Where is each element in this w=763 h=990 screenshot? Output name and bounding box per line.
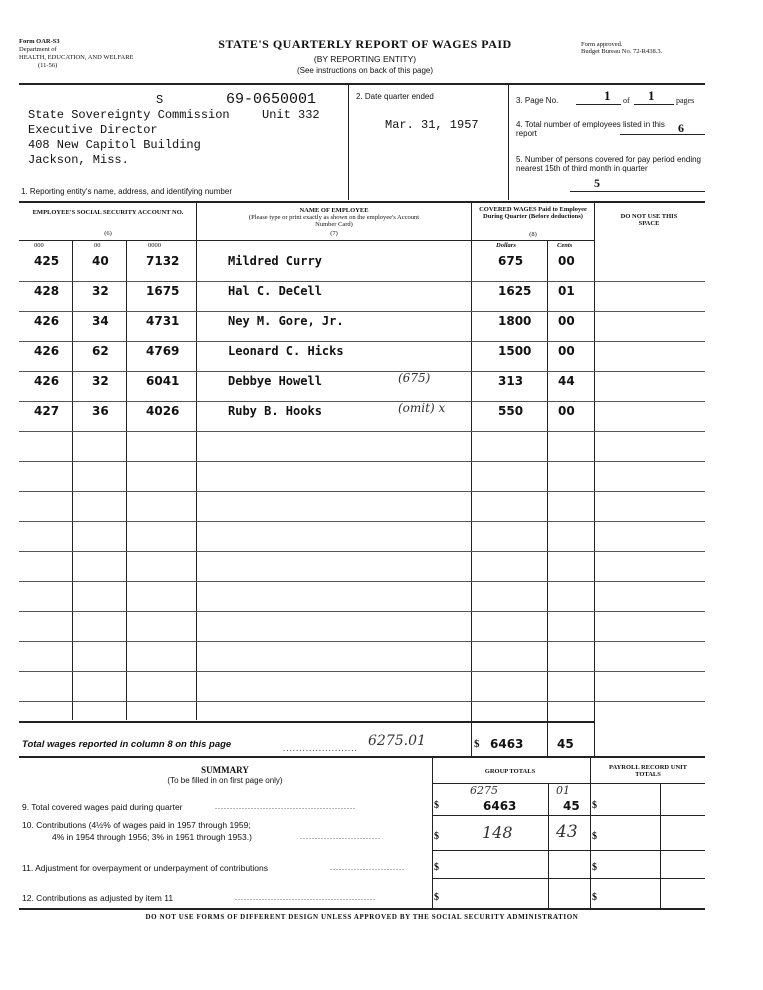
item-11-dollar-sign: $ bbox=[434, 862, 439, 873]
employee-name: Mildred Curry bbox=[228, 254, 322, 268]
employee-wages-dollars: 1625 bbox=[498, 284, 532, 298]
dollars-label: Dollars bbox=[496, 242, 516, 249]
table-row-line bbox=[19, 401, 705, 402]
employee-ssn-serial: 1675 bbox=[146, 284, 180, 298]
total-wages-label: Total wages reported in column 8 on this page bbox=[22, 739, 232, 750]
employee-ssn-group: 62 bbox=[92, 344, 109, 358]
item-9-rule bbox=[432, 815, 705, 816]
employees-underline bbox=[620, 134, 705, 135]
ssn-format-1: 000 bbox=[34, 242, 44, 249]
item-12-label: 12. Contributions as adjusted by item 11 bbox=[22, 893, 174, 903]
item-9-payroll-dollar-sign: $ bbox=[592, 800, 597, 811]
item-10-handwritten-dollars: 148 bbox=[482, 823, 513, 842]
summary-col-1 bbox=[432, 756, 433, 908]
footer-notice: DO NOT USE FORMS OF DIFFERENT DESIGN UNLESS APPROVED BY THE SOCIAL SECURITY ADMINISTRATION bbox=[145, 913, 579, 921]
form-subtitle: (BY REPORTING ENTITY) bbox=[313, 54, 417, 64]
employee-wages-cents: 00 bbox=[558, 404, 575, 418]
employee-wages-cents: 01 bbox=[558, 284, 575, 298]
col-dnu-divider bbox=[594, 201, 595, 756]
employees-count-label: 4. Total number of employees listed in this report bbox=[516, 120, 665, 138]
entity-id-number: 69-0650001 bbox=[226, 91, 317, 108]
entity-line-4: Jackson, Miss. bbox=[28, 153, 129, 167]
item-11-leader: ......................... bbox=[330, 863, 405, 872]
employee-ssn-area: 428 bbox=[34, 284, 60, 298]
department-name: HEALTH, EDUCATION, AND WELFARE bbox=[19, 54, 134, 61]
quarter-ended-value: Mar. 31, 1957 bbox=[385, 118, 479, 132]
summary-bottom-rule bbox=[19, 908, 705, 910]
employee-name: Ruby B. Hooks bbox=[228, 404, 322, 418]
item-12-leader: ............................................... bbox=[235, 893, 376, 902]
entity-prefix: S bbox=[156, 93, 164, 107]
employee-ssn-group: 36 bbox=[92, 404, 109, 418]
divider-entity bbox=[348, 83, 349, 200]
col-cents-divider bbox=[547, 240, 548, 756]
employee-ssn-serial: 4769 bbox=[146, 344, 180, 358]
employee-wages-cents: 44 bbox=[558, 374, 575, 388]
item-10-label-1: 10. Contributions (4½% of wages paid in 1957 through 1959; bbox=[22, 820, 251, 830]
page-no-value: 1 bbox=[604, 88, 611, 103]
item-9-dollars: 6463 bbox=[483, 799, 517, 813]
table-row-line bbox=[19, 581, 705, 582]
wages-header: COVERED WAGES Paid to Employee During Quarter (Before deductions) bbox=[479, 206, 587, 220]
employee-handwritten-note: (675) bbox=[398, 371, 431, 385]
employee-ssn-serial: 4731 bbox=[146, 314, 180, 328]
employee-ssn-area: 426 bbox=[34, 314, 60, 328]
persons-underline bbox=[570, 191, 705, 192]
employee-ssn-group: 32 bbox=[92, 374, 109, 388]
employee-wages-dollars: 313 bbox=[498, 374, 524, 388]
page-of-label: of bbox=[623, 96, 630, 105]
total-handwritten: 6275.01 bbox=[368, 733, 426, 749]
item-10-rule bbox=[432, 850, 705, 851]
item-9-handwritten-cents: 01 bbox=[556, 784, 570, 797]
name-header: NAME OF EMPLOYEE bbox=[299, 207, 369, 214]
employee-ssn-area: 425 bbox=[34, 254, 60, 268]
group-totals-header: GROUP TOTALS bbox=[484, 768, 536, 775]
item-10-label-2: 4% in 1954 through 1956; 3% in 1951 through 1953.) bbox=[52, 832, 252, 842]
approval-line: Form approved. bbox=[581, 41, 623, 48]
table-row-line bbox=[19, 311, 705, 312]
name-col-number: (7) bbox=[330, 230, 338, 237]
table-row-line bbox=[19, 431, 705, 432]
employee-handwritten-note: (omit) x bbox=[398, 401, 446, 415]
instructions-note: (See instructions on back of this page) bbox=[296, 66, 434, 75]
item-10-payroll-dollar-sign: $ bbox=[592, 831, 597, 842]
table-row-line bbox=[19, 491, 705, 492]
page-total-value: 1 bbox=[648, 88, 655, 103]
form-number: Form OAR-S3 bbox=[19, 38, 60, 45]
cents-label: Cents bbox=[557, 242, 573, 249]
entity-name: State Sovereignty Commission bbox=[28, 108, 230, 122]
summary-top-rule bbox=[19, 756, 705, 758]
item-9-cents: 45 bbox=[563, 799, 580, 813]
header-bottom-rule bbox=[19, 240, 594, 241]
ssn-col-number: (6) bbox=[104, 230, 112, 237]
page-total-underline bbox=[634, 104, 674, 105]
item-10-handwritten-cents: 43 bbox=[556, 822, 578, 842]
entity-line-2: Executive Director bbox=[28, 123, 158, 137]
table-row-line bbox=[19, 461, 705, 462]
employees-count-value: 6 bbox=[678, 121, 684, 135]
entity-unit: Unit 332 bbox=[262, 108, 320, 122]
item-9-leader: ............................................... bbox=[215, 802, 356, 811]
wages-col-number: (8) bbox=[529, 231, 537, 238]
table-row-line bbox=[19, 641, 705, 642]
ssn-header: EMPLOYEE'S SOCIAL SECURITY ACCOUNT NO. bbox=[32, 209, 184, 216]
department-line: Department of bbox=[19, 46, 57, 53]
employee-wages-dollars: 675 bbox=[498, 254, 524, 268]
employee-ssn-group: 32 bbox=[92, 284, 109, 298]
do-not-use-header: DO NOT USE THIS SPACE bbox=[620, 213, 678, 227]
employee-name: Leonard C. Hicks bbox=[228, 344, 344, 358]
persons-covered-label: 5. Number of persons covered for pay period ending nearest 15th of third month in quarter bbox=[516, 155, 701, 173]
table-row-line bbox=[19, 701, 705, 702]
col-ssn-divider-2 bbox=[126, 240, 127, 720]
persons-covered-value: 5 bbox=[594, 176, 600, 190]
employee-wages-dollars: 1800 bbox=[498, 314, 532, 328]
item-12-dollar-sign: $ bbox=[434, 892, 439, 903]
page-no-underline bbox=[576, 104, 621, 105]
summary-cents-col bbox=[548, 783, 549, 908]
item-10-dollar-sign: $ bbox=[434, 831, 439, 842]
total-cents: 45 bbox=[557, 737, 574, 751]
col-ssn-divider-1 bbox=[72, 240, 73, 720]
col-wages-divider bbox=[471, 201, 472, 756]
employee-wages-cents: 00 bbox=[558, 314, 575, 328]
summary-payroll-cents-col bbox=[660, 783, 661, 908]
item-10-leader: ........................... bbox=[300, 832, 381, 841]
employee-name: Hal C. DeCell bbox=[228, 284, 322, 298]
employee-wages-dollars: 550 bbox=[498, 404, 524, 418]
employee-wages-cents: 00 bbox=[558, 254, 575, 268]
form-date-code: (11-56) bbox=[38, 62, 58, 69]
table-row-line bbox=[19, 611, 705, 612]
ssn-format-3: 0000 bbox=[148, 242, 161, 249]
summary-col-2 bbox=[590, 756, 591, 908]
employee-name: Debbye Howell bbox=[228, 374, 322, 388]
payroll-record-header: PAYROLL RECORD UNIT TOTALS bbox=[608, 764, 687, 778]
item-11-payroll-dollar-sign: $ bbox=[592, 862, 597, 873]
item-9-label: 9. Total covered wages paid during quarter bbox=[22, 802, 183, 812]
employee-ssn-area: 426 bbox=[34, 344, 60, 358]
table-row-line bbox=[19, 551, 705, 552]
item-9-dollar-sign: $ bbox=[434, 800, 439, 811]
employee-ssn-area: 427 bbox=[34, 404, 60, 418]
total-dot-leader: ....................... bbox=[283, 743, 358, 753]
employee-name: Ney M. Gore, Jr. bbox=[228, 314, 344, 328]
summary-title: SUMMARY bbox=[201, 765, 249, 775]
item-11-rule bbox=[432, 878, 705, 879]
table-row-line bbox=[19, 521, 705, 522]
item-9-handwritten-dollars: 6275 bbox=[470, 784, 498, 797]
total-dollar-sign: $ bbox=[474, 738, 480, 750]
entity-line-3: 408 New Capitol Building bbox=[28, 138, 201, 152]
item-11-label: 11. Adjustment for overpayment or underpayment of contributions bbox=[22, 863, 269, 873]
employee-ssn-serial: 6041 bbox=[146, 374, 180, 388]
employee-ssn-group: 40 bbox=[92, 254, 109, 268]
total-dollars: 6463 bbox=[490, 737, 524, 751]
name-subheader: (Please type or print exactly as shown on the employee's Account Number Card) bbox=[248, 214, 420, 228]
employee-wages-cents: 00 bbox=[558, 344, 575, 358]
page-no-label: 3. Page No. bbox=[516, 96, 559, 105]
employee-ssn-group: 34 bbox=[92, 314, 109, 328]
quarter-label: 2. Date quarter ended bbox=[356, 92, 434, 101]
table-bottom-rule bbox=[19, 721, 594, 723]
employee-ssn-serial: 4026 bbox=[146, 404, 180, 418]
table-row-line bbox=[19, 281, 705, 282]
summary-subtitle: (To be filled in on first page only) bbox=[167, 776, 283, 785]
divider-quarter bbox=[508, 83, 509, 200]
table-row-line bbox=[19, 671, 705, 672]
table-row-line bbox=[19, 341, 705, 342]
employee-wages-dollars: 1500 bbox=[498, 344, 532, 358]
ssn-format-2: 00 bbox=[94, 242, 101, 249]
employee-ssn-serial: 7132 bbox=[146, 254, 180, 268]
budget-bureau-number: Budget Bureau No. 72-R438.3. bbox=[581, 48, 663, 55]
entity-field-label: 1. Reporting entity's name, address, and identifying number bbox=[21, 187, 232, 196]
table-row-line bbox=[19, 371, 705, 372]
employee-ssn-area: 426 bbox=[34, 374, 60, 388]
pages-label: pages bbox=[676, 96, 695, 105]
form-title: STATE'S QUARTERLY REPORT OF WAGES PAID bbox=[218, 37, 512, 51]
item-12-payroll-dollar-sign: $ bbox=[592, 892, 597, 903]
top-border bbox=[19, 83, 705, 85]
section-border bbox=[19, 201, 705, 203]
